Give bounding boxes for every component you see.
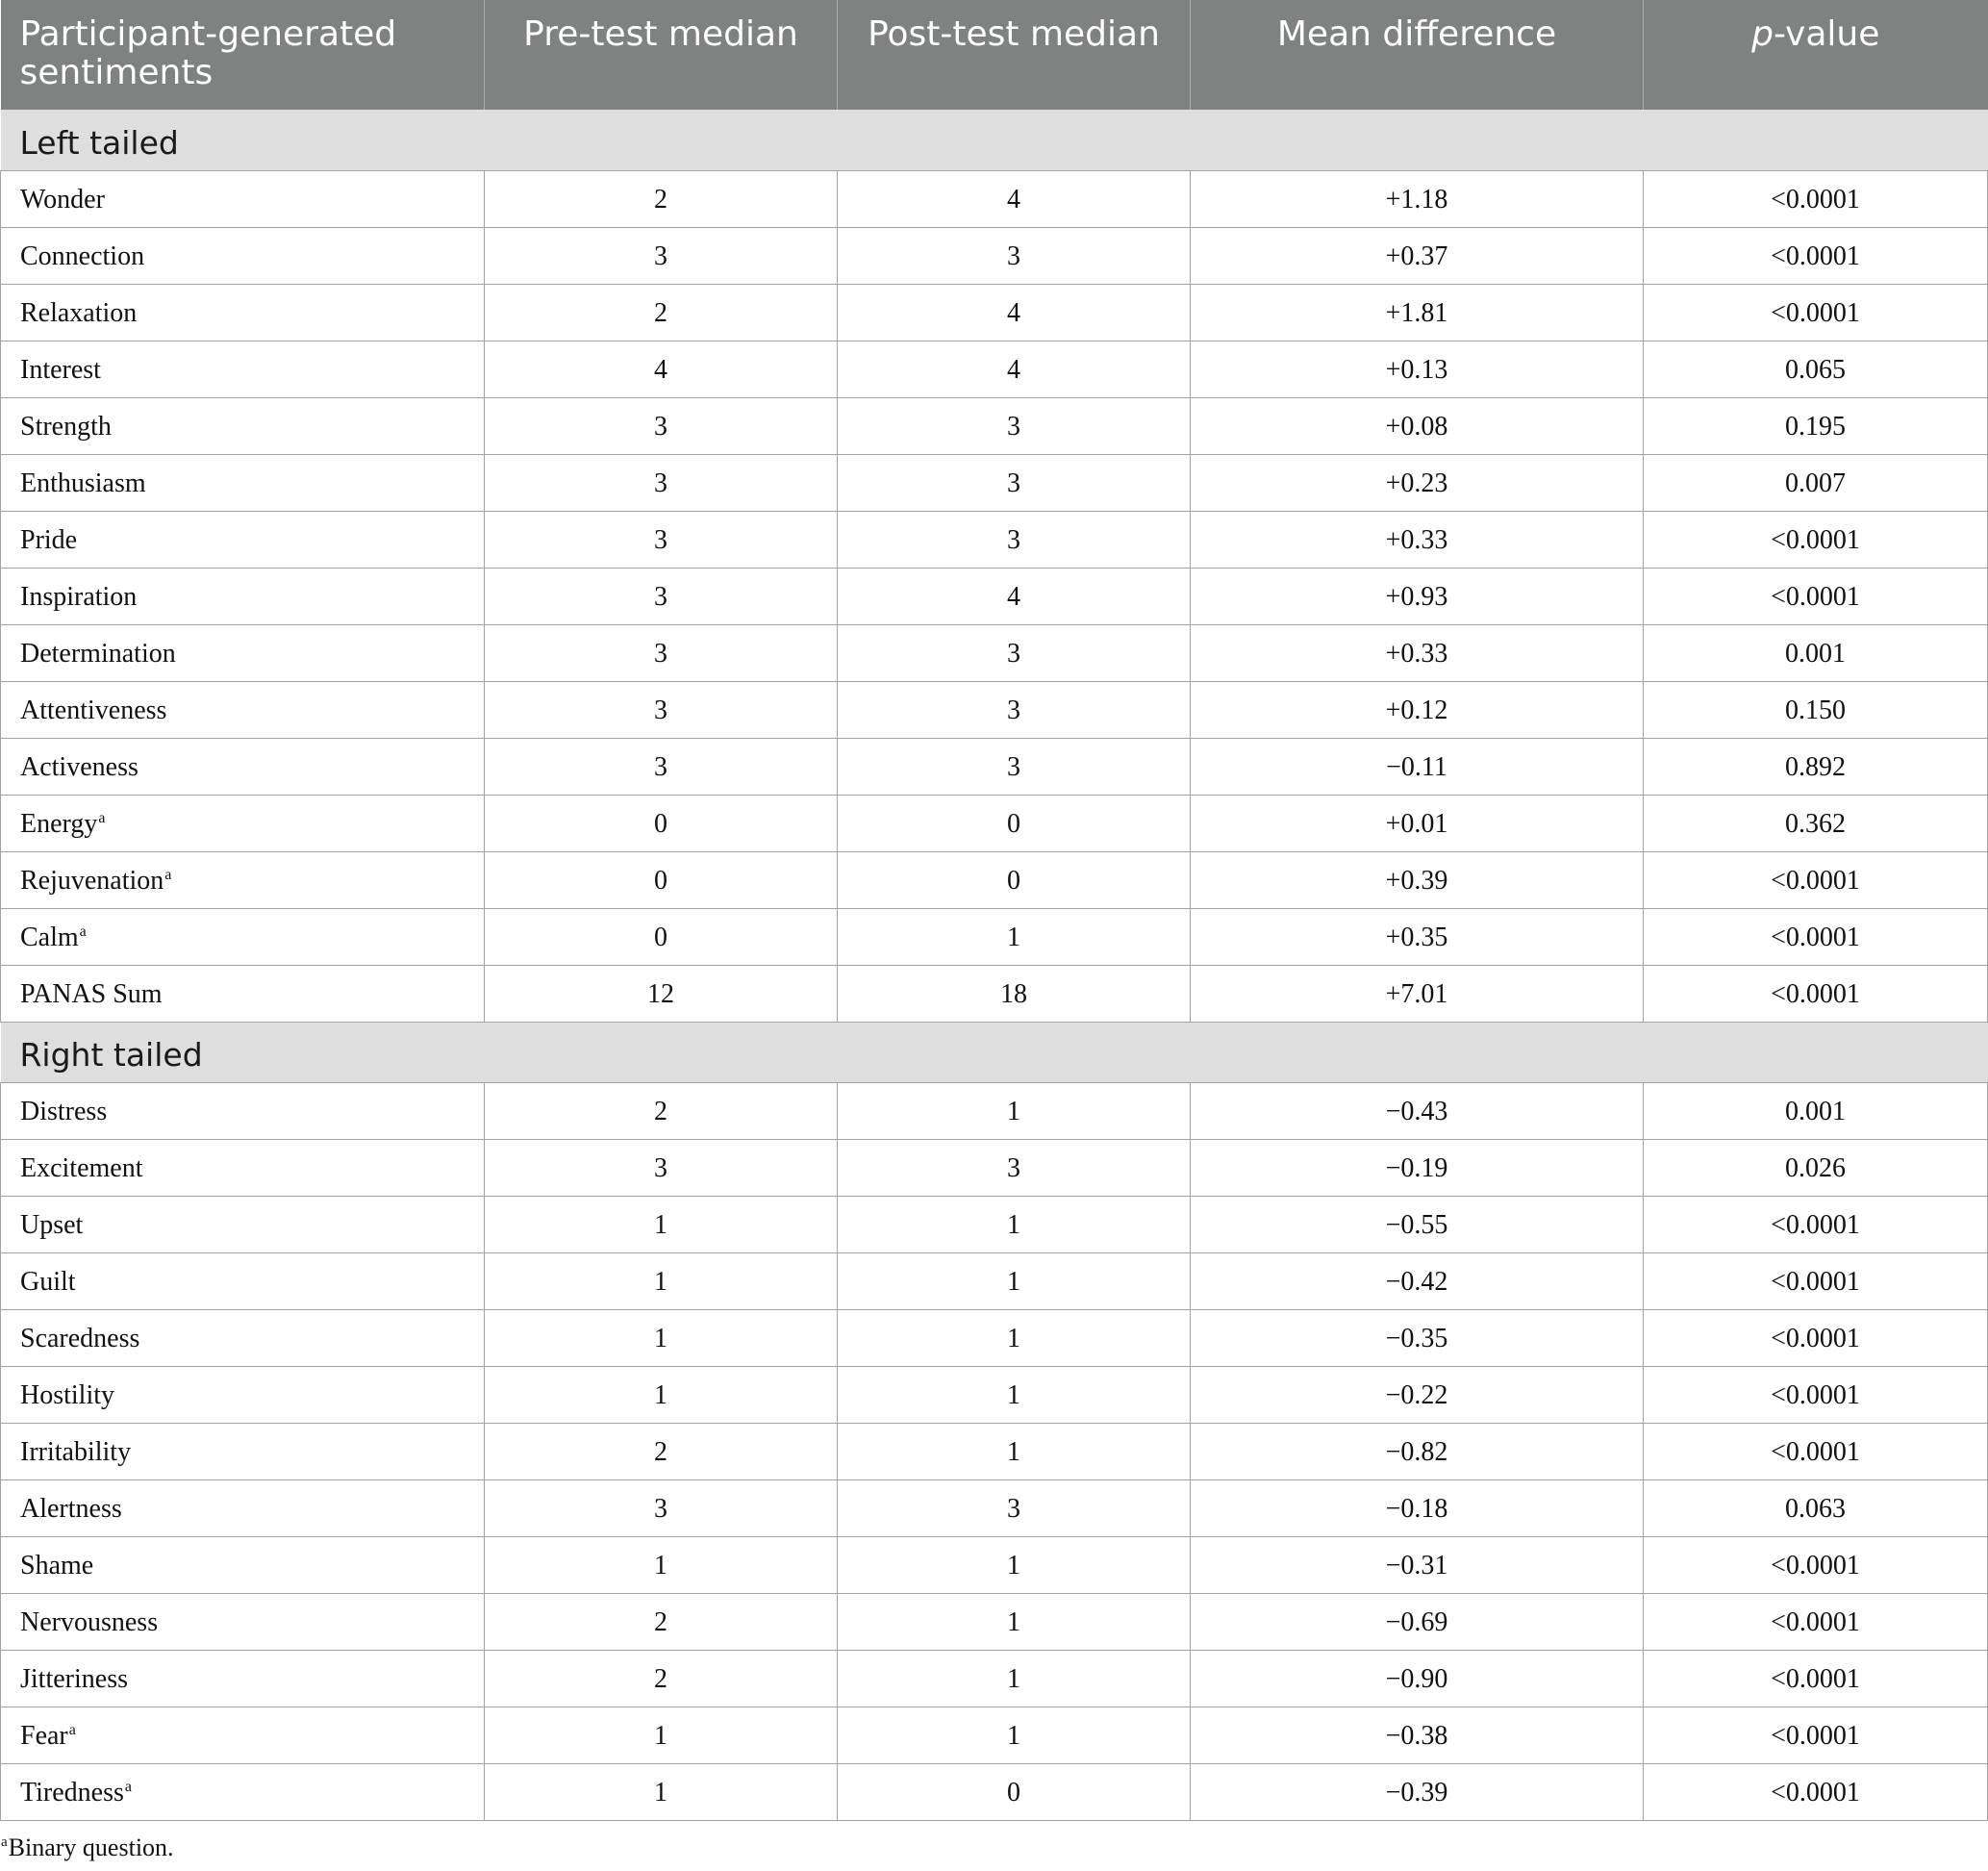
cell-pre-test-median: 2 [485, 1650, 838, 1707]
cell-post-test-median: 4 [838, 170, 1191, 227]
table-row [1, 284, 1988, 341]
cell-mean-difference: −0.11 [1191, 738, 1644, 795]
cell-mean-difference: +0.12 [1191, 681, 1644, 738]
cell-sentiment [1, 568, 485, 624]
cell-pre-test-median: 1 [485, 1763, 838, 1820]
footnote-marker: a [79, 923, 87, 940]
cell-pre-test-median: 3 [485, 738, 838, 795]
sentiment-name: Connection [20, 240, 145, 271]
cell-p-value: 0.195 [1644, 397, 1988, 454]
table-row [1, 795, 1988, 851]
cell-sentiment [1, 1423, 485, 1479]
table-row [1, 170, 1988, 227]
cell-mean-difference: −0.35 [1191, 1309, 1644, 1366]
cell-pre-test-median: 2 [485, 1082, 838, 1139]
sentiment-name: Energy [20, 808, 98, 839]
cell-mean-difference: −0.55 [1191, 1196, 1644, 1252]
table-row [1, 1252, 1988, 1309]
table-row [1, 1196, 1988, 1252]
sentiment-name: Calm [20, 922, 79, 952]
cell-mean-difference: +0.33 [1191, 511, 1644, 568]
section-title: Right tailed [1, 1022, 1988, 1082]
cell-mean-difference: −0.19 [1191, 1139, 1644, 1196]
cell-post-test-median: 0 [838, 851, 1191, 908]
table-row [1, 1707, 1988, 1763]
table-row [1, 738, 1988, 795]
cell-sentiment [1, 1479, 485, 1536]
cell-post-test-median: 1 [838, 1650, 1191, 1707]
cell-mean-difference: +0.39 [1191, 851, 1644, 908]
header-p-suffix: -value [1774, 14, 1880, 54]
cell-post-test-median: 4 [838, 284, 1191, 341]
cell-pre-test-median: 3 [485, 1479, 838, 1536]
cell-sentiment [1, 1707, 485, 1763]
cell-post-test-median: 1 [838, 1366, 1191, 1423]
cell-pre-test-median: 3 [485, 511, 838, 568]
sentiment-name: Fear [20, 1720, 68, 1751]
cell-p-value: 0.065 [1644, 341, 1988, 397]
table-row [1, 568, 1988, 624]
sentiment-name: Tiredness [20, 1777, 124, 1808]
cell-p-value: <0.0001 [1644, 1309, 1988, 1366]
cell-mean-difference: −0.22 [1191, 1366, 1644, 1423]
sentiment-name: Distress [20, 1096, 108, 1126]
cell-sentiment [1, 397, 485, 454]
cell-mean-difference: −0.31 [1191, 1536, 1644, 1593]
cell-pre-test-median: 1 [485, 1196, 838, 1252]
footnote-marker: a [124, 1778, 132, 1795]
section-header-row [1, 110, 1988, 170]
cell-pre-test-median: 1 [485, 1366, 838, 1423]
sentiment-name: Activeness [20, 751, 138, 782]
cell-mean-difference: +0.33 [1191, 624, 1644, 681]
cell-mean-difference: +1.18 [1191, 170, 1644, 227]
sentiment-name: Rejuvenation [20, 865, 164, 896]
cell-p-value: <0.0001 [1644, 284, 1988, 341]
cell-sentiment [1, 511, 485, 568]
cell-sentiment [1, 851, 485, 908]
cell-sentiment [1, 454, 485, 511]
footnote-mark: a [1, 1834, 8, 1850]
cell-mean-difference: −0.38 [1191, 1707, 1644, 1763]
sentiment-name: Jitteriness [20, 1663, 128, 1694]
cell-p-value: 0.150 [1644, 681, 1988, 738]
cell-p-value: <0.0001 [1644, 1763, 1988, 1820]
cell-mean-difference: +0.01 [1191, 795, 1644, 851]
sentiment-name: Inspiration [20, 581, 138, 612]
cell-p-value: <0.0001 [1644, 851, 1988, 908]
cell-mean-difference: −0.42 [1191, 1252, 1644, 1309]
cell-pre-test-median: 3 [485, 227, 838, 284]
cell-sentiment [1, 795, 485, 851]
header-p-value [1644, 0, 1988, 110]
cell-pre-test-median: 1 [485, 1707, 838, 1763]
cell-p-value: <0.0001 [1644, 908, 1988, 965]
cell-post-test-median: 1 [838, 1423, 1191, 1479]
cell-pre-test-median: 1 [485, 1252, 838, 1309]
cell-pre-test-median: 0 [485, 795, 838, 851]
cell-p-value: <0.0001 [1644, 1593, 1988, 1650]
table-row [1, 227, 1988, 284]
table-row [1, 1082, 1988, 1139]
sentiment-name: Shame [20, 1550, 94, 1580]
header-post-test-median: Post-test median [838, 0, 1191, 110]
sentiment-name: Attentiveness [20, 695, 167, 725]
cell-post-test-median: 4 [838, 341, 1191, 397]
cell-post-test-median: 1 [838, 1593, 1191, 1650]
cell-pre-test-median: 3 [485, 1139, 838, 1196]
footnote-marker: a [164, 866, 172, 883]
cell-p-value: <0.0001 [1644, 1650, 1988, 1707]
cell-p-value: <0.0001 [1644, 227, 1988, 284]
cell-post-test-median: 3 [838, 454, 1191, 511]
table-row [1, 1650, 1988, 1707]
cell-p-value: <0.0001 [1644, 1196, 1988, 1252]
cell-post-test-median: 0 [838, 1763, 1191, 1820]
cell-sentiment [1, 1252, 485, 1309]
table-row [1, 681, 1988, 738]
cell-p-value: <0.0001 [1644, 1423, 1988, 1479]
cell-post-test-median: 1 [838, 1082, 1191, 1139]
cell-pre-test-median: 12 [485, 965, 838, 1022]
cell-post-test-median: 1 [838, 1252, 1191, 1309]
cell-mean-difference: −0.90 [1191, 1650, 1644, 1707]
sentiment-name: Nervousness [20, 1606, 159, 1637]
table-row [1, 1593, 1988, 1650]
cell-sentiment [1, 965, 485, 1022]
cell-sentiment [1, 284, 485, 341]
cell-pre-test-median: 1 [485, 1309, 838, 1366]
header-row [1, 0, 1988, 110]
sentiment-name: Alertness [20, 1493, 122, 1524]
cell-sentiment [1, 1593, 485, 1650]
cell-mean-difference: +7.01 [1191, 965, 1644, 1022]
cell-p-value: <0.0001 [1644, 1366, 1988, 1423]
cell-pre-test-median: 2 [485, 1593, 838, 1650]
section-header-row [1, 1022, 1988, 1082]
header-mean-difference: Mean difference [1191, 0, 1644, 110]
cell-pre-test-median: 0 [485, 908, 838, 965]
sentiment-name: PANAS Sum [20, 978, 163, 1009]
cell-mean-difference: +0.13 [1191, 341, 1644, 397]
cell-sentiment [1, 1196, 485, 1252]
cell-pre-test-median: 3 [485, 624, 838, 681]
sentiment-name: Interest [20, 354, 101, 385]
footnote-marker: a [68, 1721, 76, 1738]
cell-mean-difference: −0.43 [1191, 1082, 1644, 1139]
cell-post-test-median: 3 [838, 624, 1191, 681]
table-row [1, 341, 1988, 397]
cell-sentiment [1, 1139, 485, 1196]
cell-sentiment [1, 1650, 485, 1707]
sentiment-name: Excitement [20, 1152, 143, 1183]
cell-post-test-median: 3 [838, 1139, 1191, 1196]
table-body [1, 110, 1988, 1820]
cell-post-test-median: 4 [838, 568, 1191, 624]
cell-post-test-median: 3 [838, 397, 1191, 454]
table-row [1, 1366, 1988, 1423]
cell-post-test-median: 1 [838, 1309, 1191, 1366]
table-row [1, 624, 1988, 681]
cell-p-value: <0.0001 [1644, 568, 1988, 624]
cell-pre-test-median: 1 [485, 1536, 838, 1593]
cell-pre-test-median: 3 [485, 568, 838, 624]
table-row [1, 511, 1988, 568]
cell-sentiment [1, 908, 485, 965]
table-row [1, 1309, 1988, 1366]
header-sentiment: Participant-generated sentiments [1, 0, 485, 110]
cell-post-test-median: 18 [838, 965, 1191, 1022]
cell-mean-difference: +0.35 [1191, 908, 1644, 965]
cell-sentiment [1, 1082, 485, 1139]
cell-sentiment [1, 1366, 485, 1423]
table-row [1, 454, 1988, 511]
cell-pre-test-median: 2 [485, 1423, 838, 1479]
cell-pre-test-median: 2 [485, 284, 838, 341]
cell-sentiment [1, 1536, 485, 1593]
footnote-marker: a [98, 809, 106, 826]
table-row [1, 1763, 1988, 1820]
cell-post-test-median: 1 [838, 1536, 1191, 1593]
cell-p-value: <0.0001 [1644, 965, 1988, 1022]
table-row [1, 1139, 1988, 1196]
table-row [1, 851, 1988, 908]
cell-post-test-median: 3 [838, 511, 1191, 568]
cell-post-test-median: 0 [838, 795, 1191, 851]
cell-mean-difference: +0.23 [1191, 454, 1644, 511]
cell-mean-difference: +1.81 [1191, 284, 1644, 341]
sentiment-name: Scaredness [20, 1323, 140, 1353]
table-row [1, 965, 1988, 1022]
cell-mean-difference: +0.37 [1191, 227, 1644, 284]
cell-p-value: 0.026 [1644, 1139, 1988, 1196]
cell-pre-test-median: 2 [485, 170, 838, 227]
cell-sentiment [1, 1309, 485, 1366]
cell-mean-difference: −0.82 [1191, 1423, 1644, 1479]
cell-mean-difference: +0.93 [1191, 568, 1644, 624]
cell-p-value: <0.0001 [1644, 1252, 1988, 1309]
cell-mean-difference: +0.08 [1191, 397, 1644, 454]
header-p-italic: p [1751, 14, 1774, 54]
cell-p-value: 0.362 [1644, 795, 1988, 851]
sentiment-name: Relaxation [20, 297, 138, 328]
footnote-text: Binary question. [8, 1833, 174, 1861]
table-row [1, 1423, 1988, 1479]
cell-pre-test-median: 3 [485, 681, 838, 738]
cell-pre-test-median: 3 [485, 454, 838, 511]
cell-sentiment [1, 1763, 485, 1820]
sentiment-name: Pride [20, 524, 78, 555]
cell-p-value: 0.063 [1644, 1479, 1988, 1536]
cell-p-value: 0.892 [1644, 738, 1988, 795]
cell-pre-test-median: 4 [485, 341, 838, 397]
cell-sentiment [1, 624, 485, 681]
sentiment-name: Wonder [20, 184, 105, 215]
cell-sentiment [1, 681, 485, 738]
sentiment-name: Strength [20, 411, 112, 442]
cell-pre-test-median: 0 [485, 851, 838, 908]
cell-post-test-median: 3 [838, 681, 1191, 738]
cell-mean-difference: −0.69 [1191, 1593, 1644, 1650]
table-header [1, 0, 1988, 110]
sentiment-name: Irritability [20, 1436, 132, 1467]
cell-pre-test-median: 3 [485, 397, 838, 454]
sentiment-name: Upset [20, 1209, 84, 1240]
table-row [1, 1479, 1988, 1536]
cell-post-test-median: 3 [838, 1479, 1191, 1536]
cell-sentiment [1, 341, 485, 397]
cell-p-value: <0.0001 [1644, 170, 1988, 227]
sentiment-name: Determination [20, 638, 176, 669]
cell-post-test-median: 1 [838, 1707, 1191, 1763]
table-row [1, 908, 1988, 965]
cell-sentiment [1, 170, 485, 227]
sentiment-name: Hostility [20, 1379, 115, 1410]
cell-p-value: 0.001 [1644, 624, 1988, 681]
table-row [1, 1536, 1988, 1593]
cell-p-value: 0.001 [1644, 1082, 1988, 1139]
cell-p-value: <0.0001 [1644, 511, 1988, 568]
cell-post-test-median: 1 [838, 908, 1191, 965]
cell-p-value: <0.0001 [1644, 1536, 1988, 1593]
cell-sentiment [1, 227, 485, 284]
sentiment-name: Enthusiasm [20, 468, 146, 498]
cell-post-test-median: 3 [838, 738, 1191, 795]
header-pre-test-median: Pre-test median [485, 0, 838, 110]
footnote [0, 1833, 174, 1862]
section-title: Left tailed [1, 110, 1988, 170]
sentiment-name: Guilt [20, 1266, 76, 1297]
cell-sentiment [1, 738, 485, 795]
cell-mean-difference: −0.18 [1191, 1479, 1644, 1536]
cell-p-value: <0.0001 [1644, 1707, 1988, 1763]
table-row [1, 397, 1988, 454]
cell-post-test-median: 3 [838, 227, 1191, 284]
cell-mean-difference: −0.39 [1191, 1763, 1644, 1820]
cell-post-test-median: 1 [838, 1196, 1191, 1252]
cell-p-value: 0.007 [1644, 454, 1988, 511]
